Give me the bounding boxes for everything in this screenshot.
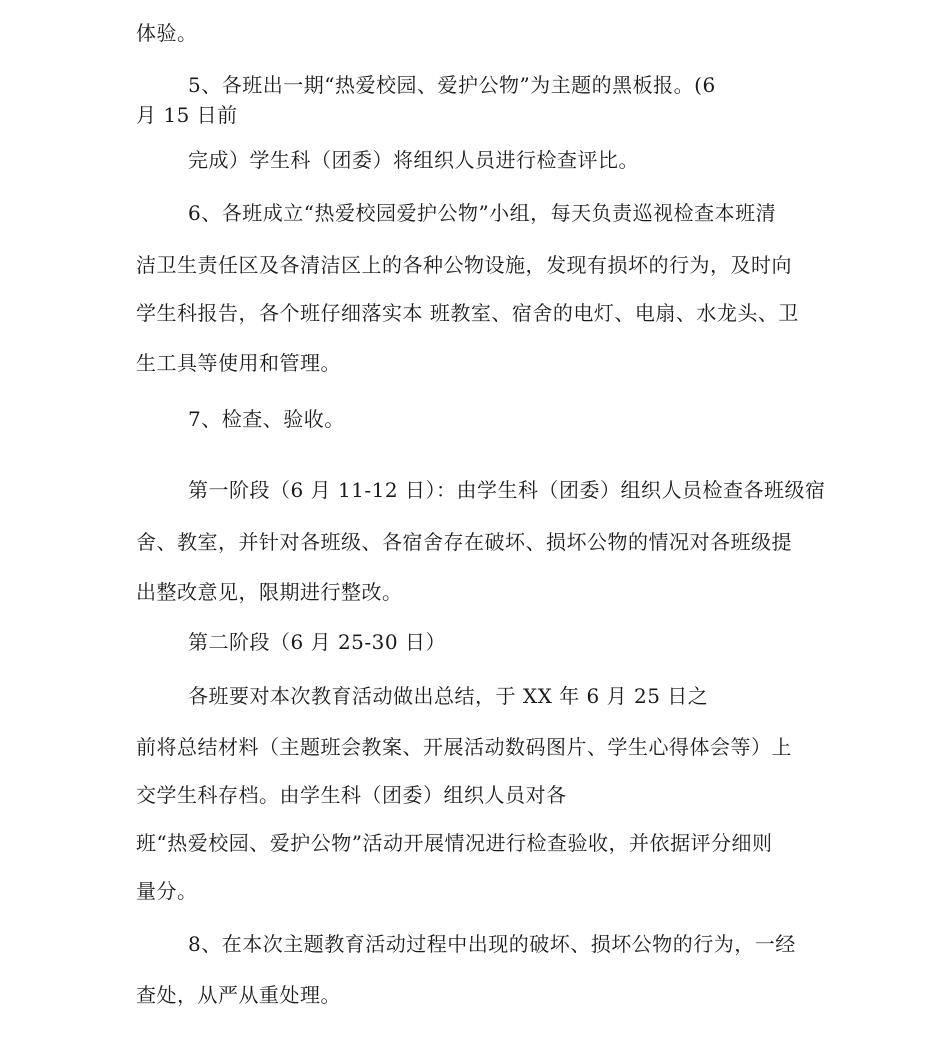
text-line: 5、各班出一期“热爱校园、爱护公物”为主题的黑板报。(6	[188, 73, 716, 97]
text-line: 完成）学生科（团委）将组织人员进行检查评比。	[188, 148, 639, 172]
text-line: 查处，从严从重处理。	[136, 983, 341, 1007]
text-line: 舍、教室，并针对各班级、各宿舍存在破坏、损坏公物的情况对各班级提	[136, 530, 792, 554]
text-line: 交学生科存档。由学生科（团委）组织人员对各	[136, 783, 567, 807]
text-line: 学生科报告，各个班仔细落实本 班教室、宿舍的电灯、电扇、水龙头、卫	[136, 301, 799, 325]
text-line: 第一阶段（6 月 11-12 日）：由学生科（团委）组织人员检查各班级宿	[188, 478, 826, 502]
text-line: 洁卫生责任区及各清洁区上的各种公物设施，发现有损坏的行为，及时向	[136, 253, 792, 277]
text-line: 体验。	[136, 21, 198, 45]
text-line: 8、在本次主题教育活动过程中出现的破坏、损坏公物的行为，一经	[188, 932, 796, 956]
text-line: 出整改意见，限期进行整改。	[136, 580, 403, 604]
text-line: 6、各班成立“热爱校园爱护公物”小组，每天负责巡视检查本班清	[188, 201, 777, 225]
text-line: 第二阶段（6 月 25-30 日）	[188, 630, 446, 654]
text-line: 7、检查、验收。	[188, 407, 345, 431]
text-line: 量分。	[136, 879, 198, 903]
text-line: 生工具等使用和管理。	[136, 351, 341, 375]
text-line: 班“热爱校园、爱护公物”活动开展情况进行检查验收，并依据评分细则	[136, 831, 773, 855]
text-line: 前将总结材料（主题班会教案、开展活动数码图片、学生心得体会等）上	[136, 735, 792, 759]
text-line: 各班要对本次教育活动做出总结，于 XX 年 6 月 25 日之	[188, 684, 709, 708]
text-line: 月 15 日前	[136, 103, 238, 127]
